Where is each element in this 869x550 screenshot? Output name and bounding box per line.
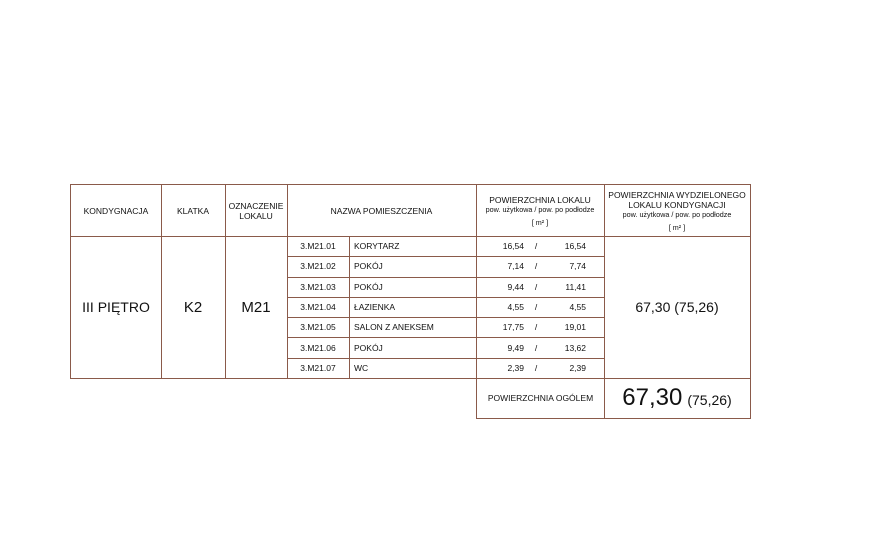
room-name: POKÓJ	[349, 338, 477, 359]
room-floor-area: 4,55	[546, 297, 605, 318]
header-pow-wydzielonego: POWIERZCHNIA WYDZIELONEGO LOKALU KONDYGNACJI pow. użytkowa / pow. po podłodze [ m² ]	[604, 184, 751, 237]
cell-klatka: K2	[161, 236, 226, 379]
cell-total-lokal: 67,30 (75,26)	[604, 236, 751, 379]
room-area-separator: /	[526, 358, 546, 379]
room-name: POKÓJ	[349, 277, 477, 298]
room-area-separator: /	[526, 236, 546, 257]
room-floor-area: 2,39	[546, 358, 605, 379]
room-code: 3.M21.01	[287, 236, 350, 257]
room-name: WC	[349, 358, 477, 379]
room-floor-area: 13,62	[546, 338, 605, 359]
room-code: 3.M21.07	[287, 358, 350, 379]
room-area-separator: /	[526, 338, 546, 359]
room-usable-area: 9,44	[476, 277, 526, 298]
room-code: 3.M21.06	[287, 338, 350, 359]
room-floor-area: 19,01	[546, 317, 605, 338]
header-oznaczenie: OZNACZENIE LOKALU	[225, 184, 288, 237]
room-area-separator: /	[526, 256, 546, 277]
room-code: 3.M21.04	[287, 297, 350, 318]
room-name: KORYTARZ	[349, 236, 477, 257]
header-kondygnacja: KONDYGNACJA	[70, 184, 162, 237]
summary-total: 67,30 (75,26)	[604, 378, 751, 419]
header-pow-lokalu: POWIERZCHNIA LOKALU pow. użytkowa / pow. po podłodze [ m² ]	[476, 184, 605, 237]
summary-label: POWIERZCHNIA OGÓLEM	[476, 378, 605, 419]
room-code: 3.M21.02	[287, 256, 350, 277]
room-name: ŁAZIENKA	[349, 297, 477, 318]
room-usable-area: 17,75	[476, 317, 526, 338]
room-usable-area: 4,55	[476, 297, 526, 318]
cell-lokal: M21	[225, 236, 288, 379]
header-nazwa: NAZWA POMIESZCZENIA	[287, 184, 477, 237]
room-code: 3.M21.05	[287, 317, 350, 338]
header-klatka: KLATKA	[161, 184, 226, 237]
room-floor-area: 16,54	[546, 236, 605, 257]
room-area-separator: /	[526, 297, 546, 318]
room-floor-area: 11,41	[546, 277, 605, 298]
room-floor-area: 7,74	[546, 256, 605, 277]
room-usable-area: 2,39	[476, 358, 526, 379]
room-usable-area: 7,14	[476, 256, 526, 277]
room-name: POKÓJ	[349, 256, 477, 277]
room-name: SALON Z ANEKSEM	[349, 317, 477, 338]
room-area-separator: /	[526, 277, 546, 298]
room-usable-area: 16,54	[476, 236, 526, 257]
room-usable-area: 9,49	[476, 338, 526, 359]
room-area-separator: /	[526, 317, 546, 338]
cell-kondygnacja: III PIĘTRO	[70, 236, 162, 379]
room-code: 3.M21.03	[287, 277, 350, 298]
